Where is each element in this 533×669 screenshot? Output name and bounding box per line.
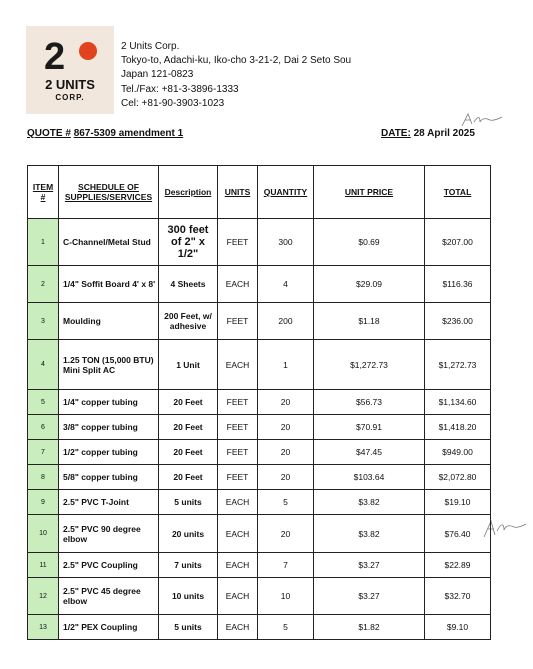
item-quantity: 200 [258, 303, 314, 340]
table-row [28, 490, 491, 515]
item-unit-price: $3.27 [314, 578, 425, 615]
item-quantity: 4 [258, 266, 314, 303]
item-description: 4 Sheets [159, 266, 218, 303]
item-quantity: 5 [258, 615, 314, 640]
item-unit-price: $1,272.73 [314, 340, 425, 390]
item-description: 20 Feet [159, 440, 218, 465]
company-address-block [121, 40, 351, 111]
item-quantity: 10 [258, 578, 314, 615]
item-unit-price: $29.09 [314, 266, 425, 303]
item-quantity: 7 [258, 553, 314, 578]
item-number: 2 [28, 266, 59, 303]
item-description: 5 units [159, 615, 218, 640]
item-description: 10 units [159, 578, 218, 615]
item-name: Moulding [59, 303, 159, 340]
item-number: 3 [28, 303, 59, 340]
item-unit-price: $1.18 [314, 303, 425, 340]
address-line-1: Tokyo-to, Adachi-ku, Iko-cho 3-21-2, Dai 2 Seto Sou [121, 55, 352, 67]
table-row [28, 515, 491, 553]
date-value: 28 April 2025 [413, 128, 475, 139]
item-unit-price: $3.82 [314, 515, 425, 553]
item-units: FEET [218, 415, 258, 440]
item-number: 6 [28, 415, 59, 440]
item-number: 12 [28, 578, 59, 615]
item-unit-price: $103.64 [314, 465, 425, 490]
header-description: Description [159, 166, 218, 219]
table-row [28, 615, 491, 640]
item-name: 1/4" copper tubing [59, 390, 159, 415]
header-total: TOTAL [425, 166, 491, 219]
item-name: 2.5" PVC Coupling [59, 553, 159, 578]
header-units: UNITS [218, 166, 258, 219]
item-name: 1/2" copper tubing [59, 440, 159, 465]
header-item: ITEM # [28, 166, 59, 219]
table-row [28, 303, 491, 340]
item-total: $22.89 [425, 553, 491, 578]
item-description: 20 Feet [159, 390, 218, 415]
logo-numeral: 2 [44, 36, 64, 78]
item-units: EACH [218, 266, 258, 303]
item-units: FEET [218, 303, 258, 340]
item-name: 2.5" PVC T-Joint [59, 490, 159, 515]
item-units: EACH [218, 340, 258, 390]
item-total: $949.00 [425, 440, 491, 465]
quote-label: QUOTE # [27, 128, 71, 139]
item-number: 1 [28, 219, 59, 266]
item-unit-price: $3.82 [314, 490, 425, 515]
table-row [28, 266, 491, 303]
item-quantity: 20 [258, 415, 314, 440]
item-quantity: 20 [258, 390, 314, 415]
item-units: EACH [218, 553, 258, 578]
item-units: FEET [218, 440, 258, 465]
item-unit-price: $0.69 [314, 219, 425, 266]
item-name: 1/4" Soffit Board 4' x 8' [59, 266, 159, 303]
table-row [28, 415, 491, 440]
item-unit-price: $3.27 [314, 553, 425, 578]
item-units: EACH [218, 515, 258, 553]
item-number: 4 [28, 340, 59, 390]
item-units: EACH [218, 490, 258, 515]
item-unit-price: $47.45 [314, 440, 425, 465]
item-total: $76.40 [425, 515, 491, 553]
item-description: 20 Feet [159, 415, 218, 440]
item-description: 200 Feet, w/ adhesive [159, 303, 218, 340]
quote-table [27, 165, 491, 640]
item-number: 5 [28, 390, 59, 415]
item-total: $1,418.20 [425, 415, 491, 440]
item-units: FEET [218, 219, 258, 266]
item-quantity: 20 [258, 515, 314, 553]
item-quantity: 1 [258, 340, 314, 390]
item-total: $1,272.73 [425, 340, 491, 390]
quote-number: 867-5309 amendment 1 [73, 128, 184, 139]
table-header-row [28, 166, 491, 219]
table-row [28, 219, 491, 266]
item-description: 20 Feet [159, 465, 218, 490]
header-schedule: SCHEDULE OF SUPPLIES/SERVICES [59, 166, 159, 219]
table-row [28, 465, 491, 490]
table-row [28, 390, 491, 415]
item-total: $9.10 [425, 615, 491, 640]
table-row [28, 440, 491, 465]
item-number: 8 [28, 465, 59, 490]
item-quantity: 20 [258, 465, 314, 490]
item-units: EACH [218, 578, 258, 615]
item-name: C-Channel/Metal Stud [59, 219, 159, 266]
table-row [28, 340, 491, 390]
date-label: DATE: [381, 128, 411, 139]
item-total: $1,134.60 [425, 390, 491, 415]
item-unit-price: $56.73 [314, 390, 425, 415]
header-quantity: QUANTITY [258, 166, 314, 219]
quote-number-line [27, 128, 183, 139]
item-total: $236.00 [425, 303, 491, 340]
item-quantity: 5 [258, 490, 314, 515]
item-quantity: 20 [258, 440, 314, 465]
item-unit-price: $1.82 [314, 615, 425, 640]
logo-brand: 2 UNITS [45, 77, 95, 92]
item-total: $116.36 [425, 266, 491, 303]
item-name: 1.25 TON (15,000 BTU) Mini Split AC [59, 340, 159, 390]
item-number: 10 [28, 515, 59, 553]
company-name: 2 Units Corp. [121, 41, 180, 52]
item-total: $207.00 [425, 219, 491, 266]
item-number: 9 [28, 490, 59, 515]
sun-icon [79, 42, 97, 60]
item-total: $19.10 [425, 490, 491, 515]
item-name: 1/2" PEX Coupling [59, 615, 159, 640]
item-units: FEET [218, 465, 258, 490]
table-row [28, 578, 491, 615]
item-name: 2.5" PVC 90 degree elbow [59, 515, 159, 553]
telephone: Tel./Fax: +81-3-3896-1333 [121, 83, 239, 95]
item-description: 5 units [159, 490, 218, 515]
item-number: 13 [28, 615, 59, 640]
item-unit-price: $70.91 [314, 415, 425, 440]
item-units: EACH [218, 615, 258, 640]
item-name: 2.5" PVC 45 degree elbow [59, 578, 159, 615]
table-row [28, 553, 491, 578]
logo-corp: CORP. [55, 93, 85, 102]
item-quantity: 300 [258, 219, 314, 266]
item-name: 3/8" copper tubing [59, 415, 159, 440]
item-name: 5/8" copper tubing [59, 465, 159, 490]
item-description: 20 units [159, 515, 218, 553]
item-total: $2,072.80 [425, 465, 491, 490]
item-units: FEET [218, 390, 258, 415]
item-number: 11 [28, 553, 59, 578]
address-line-2: Japan 121-0823 [121, 69, 194, 81]
item-description: 1 Unit [159, 340, 218, 390]
item-number: 7 [28, 440, 59, 465]
signature-mark-top [460, 110, 504, 130]
company-logo [26, 26, 114, 114]
cellphone: Cel: +81-90-3903-1023 [121, 97, 225, 109]
item-description: 7 units [159, 553, 218, 578]
header-unit-price: UNIT PRICE [314, 166, 425, 219]
item-total: $32.70 [425, 578, 491, 615]
item-description: 300 feet of 2" x 1/2" [159, 219, 218, 266]
